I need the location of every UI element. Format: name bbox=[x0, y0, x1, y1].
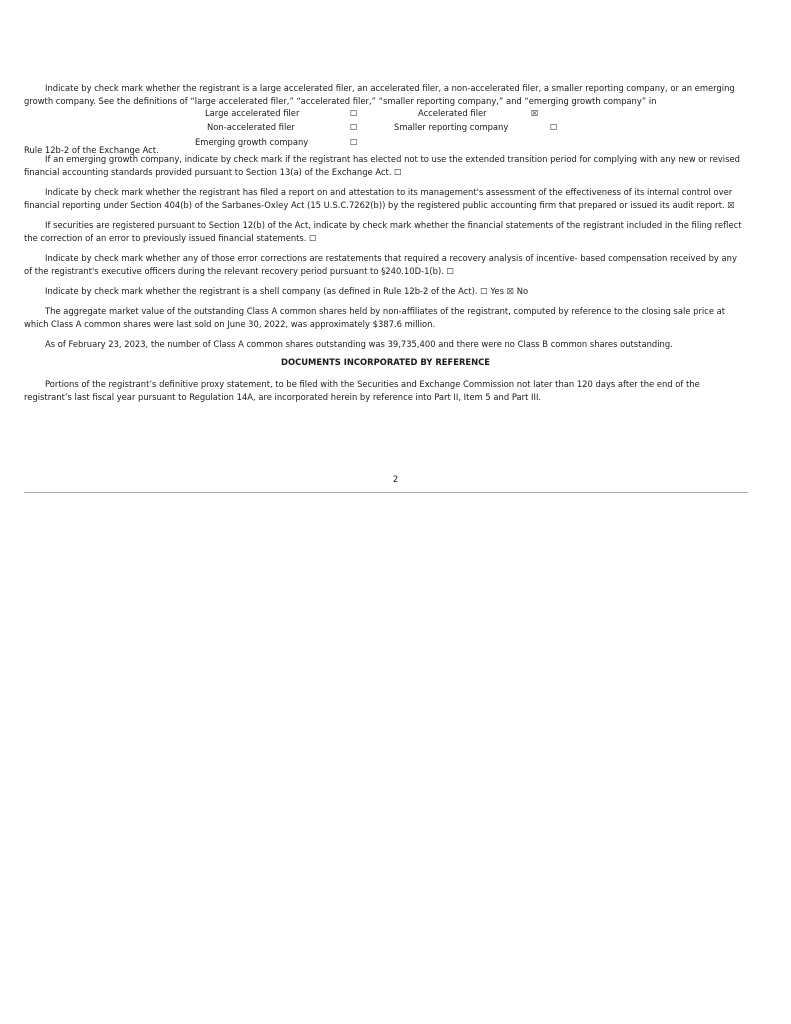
proxy-paragraph: Portions of the registrant’s definitive proxy statement, to be filed with the Securities and Exchange Commission not later than 120 days after the end of the registrant’s last fiscal year pursuant to Regulation 14A, are incorporated herein by reference into Part II, Item 5 and Part III. bbox=[24, 379, 700, 402]
rule-12b-2-reference: Rule 12b-2 of the Exchange Act. bbox=[24, 145, 159, 155]
emerging-growth-company-label: Emerging growth company bbox=[195, 137, 309, 147]
securities-paragraph: If securities are registered pursuant to Section 12(b) of the Act, indicate by check mark whether the financial statements of the registrant included in the filing reflect the correction of an error to previously issued financial statements. ☐ bbox=[24, 220, 742, 243]
smaller-reporting-company-checkbox[interactable]: ☐ bbox=[550, 122, 558, 132]
smaller-reporting-company-label: Smaller reporting company bbox=[394, 122, 509, 132]
accelerated-filer-label: Accelerated filer bbox=[418, 108, 487, 118]
shell-company-paragraph: Indicate by check mark whether the registrant is a shell company (as defined in Rule 12b-2 of the Act). ☐ Yes ☒ No bbox=[45, 286, 529, 296]
restatements-paragraph: Indicate by check mark whether any of those error corrections are restatements that required a recovery analysis of incentive- based compensation received by any of the registrant's executive officers during the relevant recovery period pursuant to §240.10D-1(b). ☐ bbox=[24, 253, 737, 276]
attestation-paragraph: Indicate by check mark whether the registrant has filed a report on and attestation to its management's assessment of the effectiveness of its internal control over financial reporting under Section 404(b) of the Sarbanes-Oxley Act (15 U.S.C.7262(b)) by the registered public accounting firm that prepared or issued its audit report. ☒ bbox=[24, 187, 735, 210]
filer-status-table bbox=[24, 107, 747, 153]
accelerated-filer-checkbox[interactable]: ☒ bbox=[531, 108, 539, 118]
page-divider bbox=[24, 492, 748, 493]
documents-heading: DOCUMENTS INCORPORATED BY REFERENCE bbox=[281, 357, 490, 367]
non-accelerated-filer-checkbox[interactable]: ☐ bbox=[350, 122, 358, 132]
market-value-paragraph: The aggregate market value of the outstanding Class A common shares held by non-affiliates of the registrant, computed by reference to the closing sale price at which Class A common shares were last sold on June 30, 2022, was approximately $387.6 million. bbox=[24, 306, 726, 329]
emerging-growth-company-checkbox[interactable]: ☐ bbox=[350, 137, 358, 147]
filer-status-intro: Indicate by check mark whether the registrant is a large accelerated filer, an accelerated filer, a non-accelerated filer, a smaller reporting company, or an emerging growth company. See the definitions of “large accelerated filer,” “accelerated filer,” “smaller reporting company,” and “emerging growth company” in bbox=[24, 83, 735, 106]
page-number: 2 bbox=[392, 474, 399, 484]
large-accelerated-filer-label: Large accelerated filer bbox=[205, 108, 300, 118]
emerging-growth-paragraph: If an emerging growth company, indicate by check mark if the registrant has elected not to use the extended transition period for complying with any new or revised financial accounting standards provided pursuant to Section 13(a) of the Exchange Act. ☐ bbox=[24, 154, 740, 177]
non-accelerated-filer-label: Non-accelerated filer bbox=[207, 122, 295, 132]
large-accelerated-filer-checkbox[interactable]: ☐ bbox=[350, 108, 358, 118]
shares-outstanding-paragraph: As of February 23, 2023, the number of Class A common shares outstanding was 39,735,400 and there were no Class B common shares outstanding. bbox=[45, 339, 673, 349]
document-body bbox=[24, 82, 747, 404]
